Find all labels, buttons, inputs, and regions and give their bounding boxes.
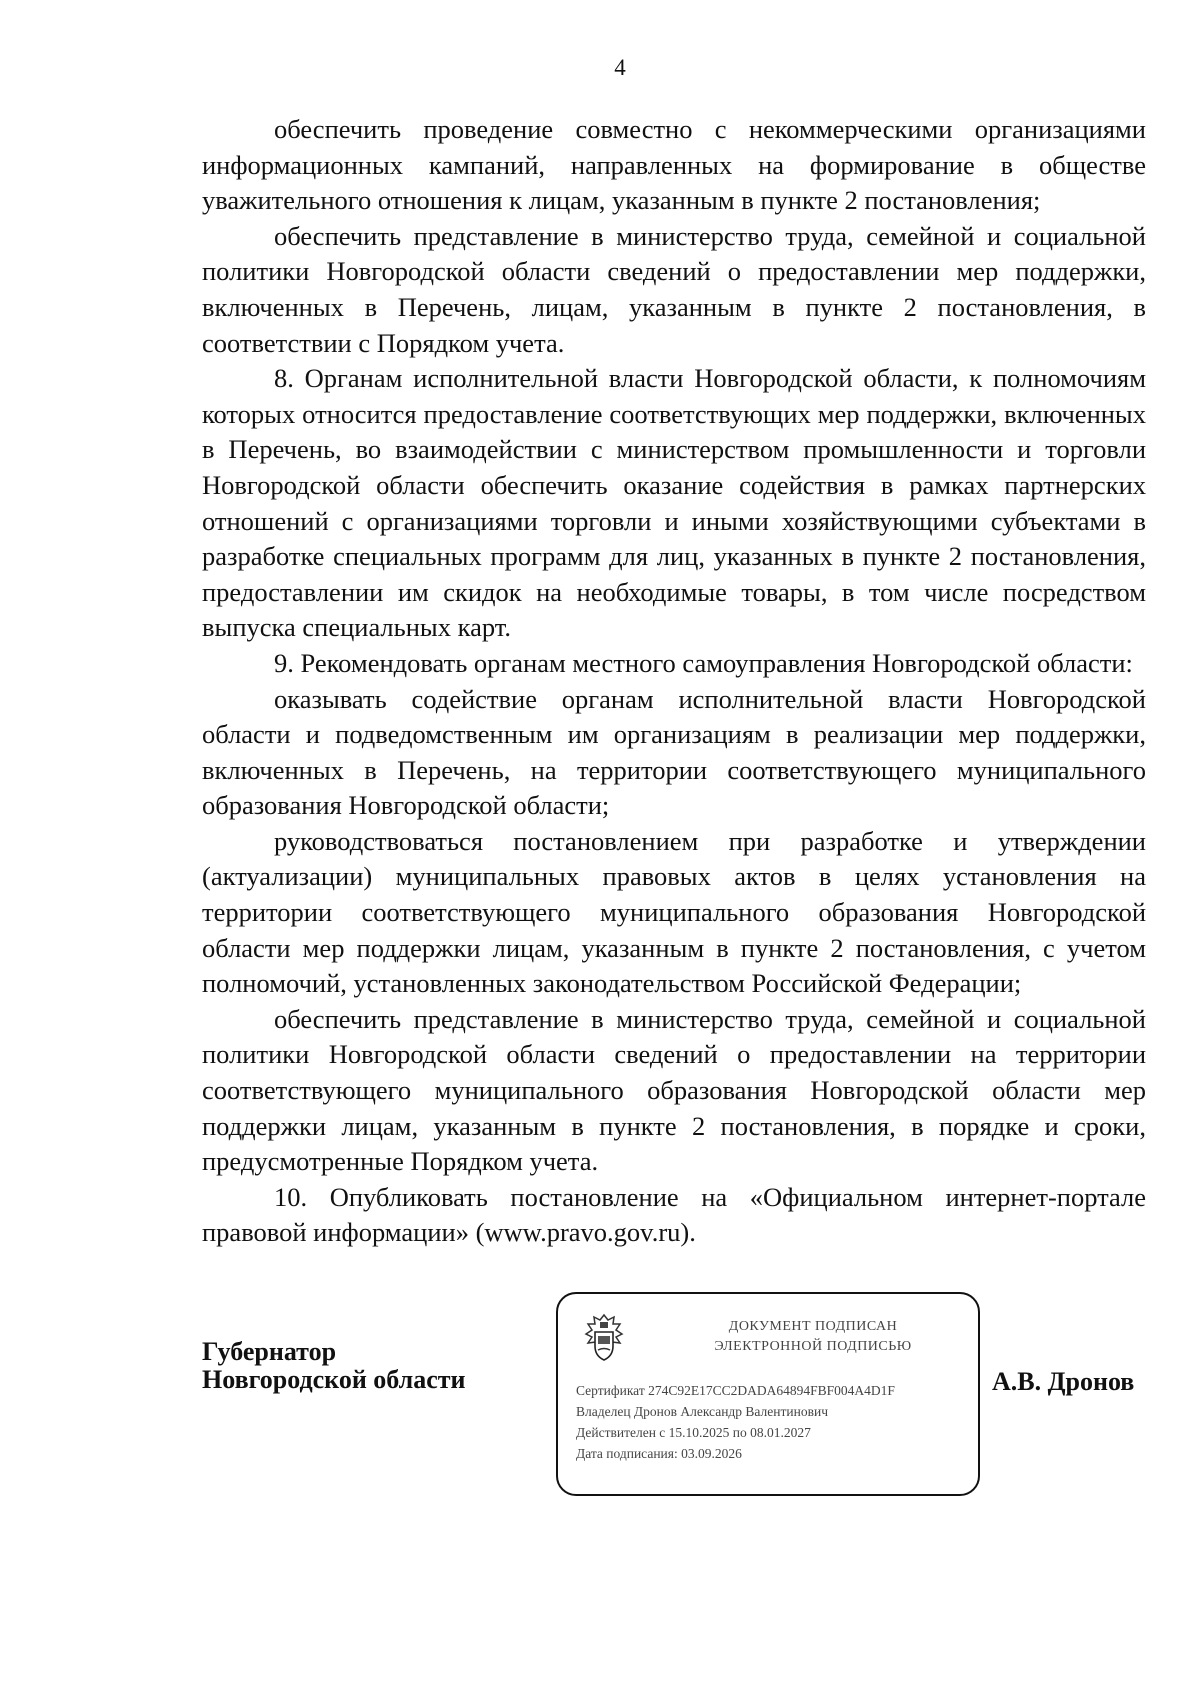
paragraph: оказывать содействие органам исполнительной власти Новгородской области и подведомственным им организациям в реализации мер поддержки, включенных в Перечень, на территории соответствующего муниципального образования Новгородской области; <box>202 683 1146 821</box>
signer-name: А.В. Дронов <box>992 1367 1135 1396</box>
signatory-title-line: Губернатор <box>202 1337 337 1366</box>
certificate-owner: Владелец Дронов Александр Валентинович <box>576 1404 828 1419</box>
document-body <box>202 112 1146 1251</box>
paragraph: руководствоваться постановлением при разработке и утверждении (актуализации) муниципальных правовых актов в целях установления на территории соответствующего муниципального образования Новгородской области мер поддержки лицам, указанным в пункте 2 постановления, с учетом полномочий, установленных законодательством Российской Федерации; <box>202 825 1146 999</box>
paragraph: обеспечить представление в министерство труда, семейной и социальной политики Новгородской области сведений о предоставлении мер поддержки, включенных в Перечень, лицам, указанным в пункте 2 постановления, в соответствии с Порядком учета. <box>202 220 1146 358</box>
paragraph: обеспечить проведение совместно с некоммерческими организациями информационных кампаний, направленных на формирование в обществе уважительного отношения к лицам, указанным в пункте 2 постановления; <box>202 114 1146 216</box>
page-number: 4 <box>614 55 626 80</box>
certificate-validity: Действителен с 15.10.2025 по 08.01.2027 <box>576 1425 811 1440</box>
paragraph: 10. Опубликовать постановление на «Официальном интернет-портале правовой информации» (www.pravo.gov.ru). <box>202 1181 1146 1248</box>
stamp-header-line: ЭЛЕКТРОННОЙ ПОДПИСЬЮ <box>714 1339 912 1354</box>
signing-date: Дата подписания: 03.09.2026 <box>576 1446 742 1461</box>
electronic-signature-stamp <box>556 1292 980 1496</box>
paragraph: 9. Рекомендовать органам местного самоуправления Новгородской области: <box>274 647 1133 678</box>
signatory-title-line: Новгородской области <box>202 1365 466 1394</box>
stamp-details <box>576 1380 895 1464</box>
paragraph: 8. Органам исполнительной власти Новгородской области, к полномочиям которых относится предоставление соответствующих мер поддержки, включенных в Перечень, во взаимодействии с министерством промышленности и торговли Новгородской области обеспечить оказание содействия в рамках партнерских отношений с организациями торговли и иными хозяйствующими субъектами в разработке специальных программ для лиц, указанных в пункте 2 постановления, предоставлении им скидок на необходимые товары, в том числе посредством выпуска специальных карт. <box>202 363 1146 643</box>
certificate-number: Сертификат 274C92E17CC2DADA64894FBF004A4D1F <box>576 1383 895 1398</box>
coat-of-arms-icon <box>582 1312 626 1364</box>
stamp-header-line: ДОКУМЕНТ ПОДПИСАН <box>728 1319 898 1334</box>
paragraph: обеспечить представление в министерство труда, семейной и социальной политики Новгородской области сведений о предоставлении на территории соответствующего муниципального образования Новгородской области мер поддержки лицам, указанным в пункте 2 постановления, в порядке и сроки, предусмотренные Порядком учета. <box>202 1003 1146 1177</box>
stamp-header <box>668 1317 958 1357</box>
signatory-title <box>202 1338 466 1394</box>
